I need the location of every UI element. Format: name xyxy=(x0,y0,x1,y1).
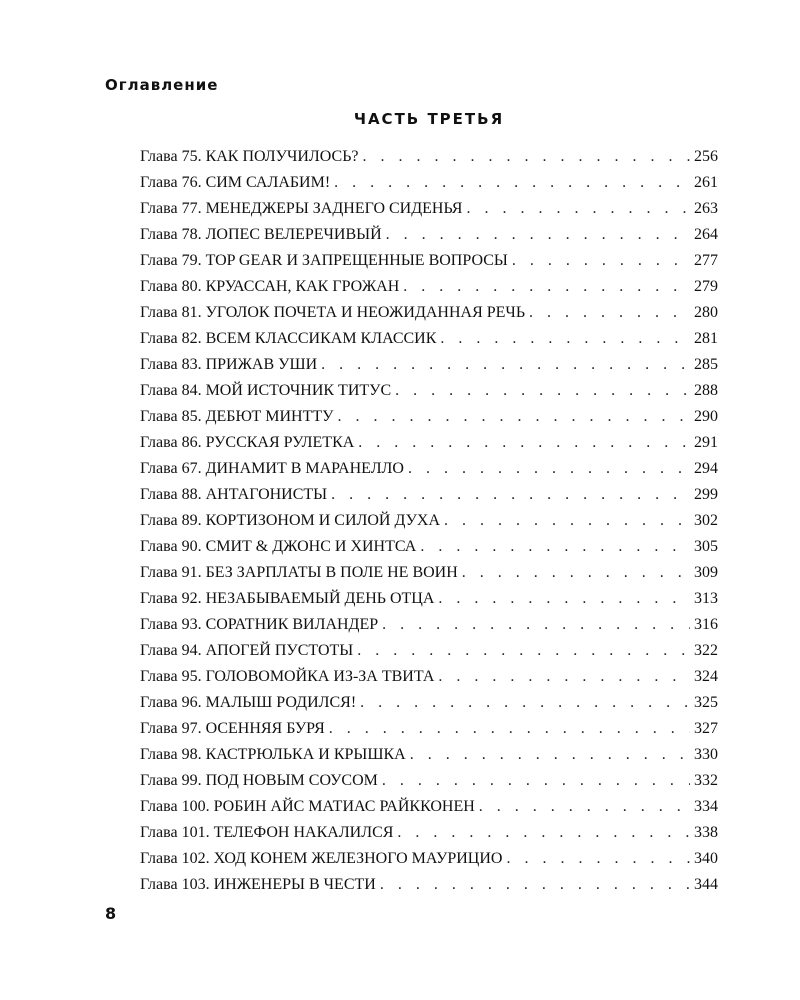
dot-leader xyxy=(440,326,690,352)
toc-entry-87 xyxy=(140,456,718,482)
toc-entry-title: Глава 96. МАЛЫШ РОДИЛСЯ! xyxy=(140,694,357,711)
toc-entry-title: Глава 101. ТЕЛЕФОН НАКАЛИЛСЯ xyxy=(140,824,394,841)
toc-entry-title: Глава 93. СОРАТНИК ВИЛАНДЕР xyxy=(140,616,379,633)
toc-entry-79 xyxy=(140,248,718,274)
part-title: ЧАСТЬ ТРЕТЬЯ xyxy=(353,110,505,128)
toc-entry-page: 316 xyxy=(694,616,718,633)
toc-entry-page: 327 xyxy=(694,720,718,737)
toc-entry-title: Глава 78. ЛОПЕС ВЕЛЕРЕЧИВЫЙ xyxy=(140,226,382,243)
toc-entry-page: 281 xyxy=(694,330,718,347)
toc-entry-title: Глава 82. ВСЕМ КЛАССИКАМ КЛАССИК xyxy=(140,330,437,347)
dot-leader xyxy=(395,378,690,404)
running-head: Оглавление xyxy=(105,76,219,94)
toc-entry-page: 322 xyxy=(694,642,718,659)
toc-entry-title: Глава 97. ОСЕННЯЯ БУРЯ xyxy=(140,720,325,737)
dot-leader xyxy=(334,170,690,196)
toc-entry-page: 261 xyxy=(694,174,718,191)
page-number: 8 xyxy=(105,904,117,923)
toc-entry-101 xyxy=(140,820,718,846)
dot-leader xyxy=(408,456,690,482)
toc-entry-95 xyxy=(140,664,718,690)
toc-entry-page: 344 xyxy=(694,876,718,893)
dot-leader xyxy=(386,222,690,248)
dot-leader xyxy=(506,846,690,872)
toc-entry-94 xyxy=(140,638,718,664)
toc-entry-82 xyxy=(140,326,718,352)
dot-leader xyxy=(321,352,690,378)
dot-leader xyxy=(329,716,690,742)
toc-entry-title: Глава 99. ПОД НОВЫМ СОУСОМ xyxy=(140,772,378,789)
toc-entry-92 xyxy=(140,586,718,612)
toc-entry-title: Глава 92. НЕЗАБЫВАЕМЫЙ ДЕНЬ ОТЦА xyxy=(140,590,435,607)
dot-leader xyxy=(382,768,690,794)
toc-entry-90 xyxy=(140,534,718,560)
toc-entry-title: Глава 75. КАК ПОЛУЧИЛОСЬ? xyxy=(140,148,359,165)
toc-entry-89 xyxy=(140,508,718,534)
toc-entry-title: Глава 76. СИМ САЛАБИМ! xyxy=(140,174,331,191)
toc-entry-page: 290 xyxy=(694,408,718,425)
toc-entry-93 xyxy=(140,612,718,638)
toc-entry-page: 302 xyxy=(694,512,718,529)
dot-leader xyxy=(444,508,690,534)
toc-entry-85 xyxy=(140,404,718,430)
toc-entry-page: 334 xyxy=(694,798,718,815)
dot-leader xyxy=(357,638,690,664)
dot-leader xyxy=(358,430,690,456)
toc-entry-page: 279 xyxy=(694,278,718,295)
dot-leader xyxy=(479,794,690,820)
toc-entry-page: 305 xyxy=(694,538,718,555)
toc-entry-97 xyxy=(140,716,718,742)
toc-entry-title: Глава 95. ГОЛОВОМОЙКА ИЗ-ЗА ТВИТА xyxy=(140,668,435,685)
toc-entry-100 xyxy=(140,794,718,820)
dot-leader xyxy=(438,586,690,612)
dot-leader xyxy=(362,144,690,170)
toc-entry-81 xyxy=(140,300,718,326)
toc-entry-title: Глава 85. ДЕБЮТ МИНТТУ xyxy=(140,408,334,425)
toc-entry-96 xyxy=(140,690,718,716)
dot-leader xyxy=(462,560,690,586)
toc-entry-page: 263 xyxy=(694,200,718,217)
dot-leader xyxy=(420,534,690,560)
dot-leader xyxy=(466,196,690,222)
toc-entry-title: Глава 100. РОБИН АЙС МАТИАС РАЙККОНЕН xyxy=(140,798,475,815)
toc-entry-page: 288 xyxy=(694,382,718,399)
toc-entry-83 xyxy=(140,352,718,378)
toc-entry-title: Глава 91. БЕЗ ЗАРПЛАТЫ В ПОЛЕ НЕ ВОИН xyxy=(140,564,458,581)
toc-entry-91 xyxy=(140,560,718,586)
toc-entry-77 xyxy=(140,196,718,222)
dot-leader xyxy=(403,274,690,300)
toc-entry-page: 340 xyxy=(694,850,718,867)
toc-entry-75 xyxy=(140,144,718,170)
toc-entry-page: 330 xyxy=(694,746,718,763)
table-of-contents xyxy=(140,144,718,898)
toc-entry-page: 332 xyxy=(694,772,718,789)
dot-leader xyxy=(529,300,690,326)
toc-entry-title: Глава 81. УГОЛОК ПОЧЕТА И НЕОЖИДАННАЯ РЕЧЬ xyxy=(140,304,525,321)
toc-entry-page: 277 xyxy=(694,252,718,269)
toc-entry-84 xyxy=(140,378,718,404)
toc-entry-title: Глава 94. АПОГЕЙ ПУСТОТЫ xyxy=(140,642,354,659)
toc-entry-102 xyxy=(140,846,718,872)
toc-entry-98 xyxy=(140,742,718,768)
toc-entry-title: Глава 98. КАСТРЮЛЬКА И КРЫШКА xyxy=(140,746,406,763)
dot-leader xyxy=(382,612,690,638)
toc-entry-page: 294 xyxy=(694,460,718,477)
dot-leader xyxy=(438,664,690,690)
toc-entry-page: 256 xyxy=(694,148,718,165)
toc-entry-page: 325 xyxy=(694,694,718,711)
toc-entry-page: 324 xyxy=(694,668,718,685)
dot-leader xyxy=(360,690,690,716)
dot-leader xyxy=(337,404,690,430)
toc-entry-title: Глава 88. АНТАГОНИСТЫ xyxy=(140,486,328,503)
toc-entry-title: Глава 77. МЕНЕДЖЕРЫ ЗАДНЕГО СИДЕНЬЯ xyxy=(140,200,463,217)
toc-entry-title: Глава 80. КРУАССАН, КАК ГРОЖАН xyxy=(140,278,400,295)
toc-entry-page: 313 xyxy=(694,590,718,607)
toc-entry-80 xyxy=(140,274,718,300)
toc-entry-78 xyxy=(140,222,718,248)
toc-entry-103 xyxy=(140,872,718,898)
dot-leader xyxy=(331,482,690,508)
dot-leader xyxy=(397,820,690,846)
toc-entry-86 xyxy=(140,430,718,456)
toc-entry-page: 291 xyxy=(694,434,718,451)
toc-entry-title: Глава 103. ИНЖЕНЕРЫ В ЧЕСТИ xyxy=(140,876,376,893)
toc-entry-page: 280 xyxy=(694,304,718,321)
toc-entry-page: 264 xyxy=(694,226,718,243)
dot-leader xyxy=(410,742,690,768)
dot-leader xyxy=(380,872,690,898)
toc-entry-99 xyxy=(140,768,718,794)
toc-entry-title: Глава 86. РУССКАЯ РУЛЕТКА xyxy=(140,434,355,451)
toc-entry-page: 285 xyxy=(694,356,718,373)
toc-entry-title: Глава 79. TOP GEAR И ЗАПРЕЩЕННЫЕ ВОПРОСЫ xyxy=(140,252,508,269)
toc-entry-title: Глава 67. ДИНАМИТ В МАРАНЕЛЛО xyxy=(140,460,404,477)
toc-entry-page: 299 xyxy=(694,486,718,503)
toc-entry-title: Глава 102. ХОД КОНЕМ ЖЕЛЕЗНОГО МАУРИЦИО xyxy=(140,850,503,867)
toc-entry-title: Глава 84. МОЙ ИСТОЧНИК ТИТУС xyxy=(140,382,392,399)
toc-entry-page: 338 xyxy=(694,824,718,841)
toc-entry-76 xyxy=(140,170,718,196)
dot-leader xyxy=(512,248,690,274)
toc-entry-title: Глава 83. ПРИЖАВ УШИ xyxy=(140,356,318,373)
toc-entry-88 xyxy=(140,482,718,508)
toc-entry-title: Глава 90. СМИТ & ДЖОНС И ХИНТСА xyxy=(140,538,417,555)
toc-entry-title: Глава 89. КОРТИЗОНОМ И СИЛОЙ ДУХА xyxy=(140,512,441,529)
toc-entry-page: 309 xyxy=(694,564,718,581)
